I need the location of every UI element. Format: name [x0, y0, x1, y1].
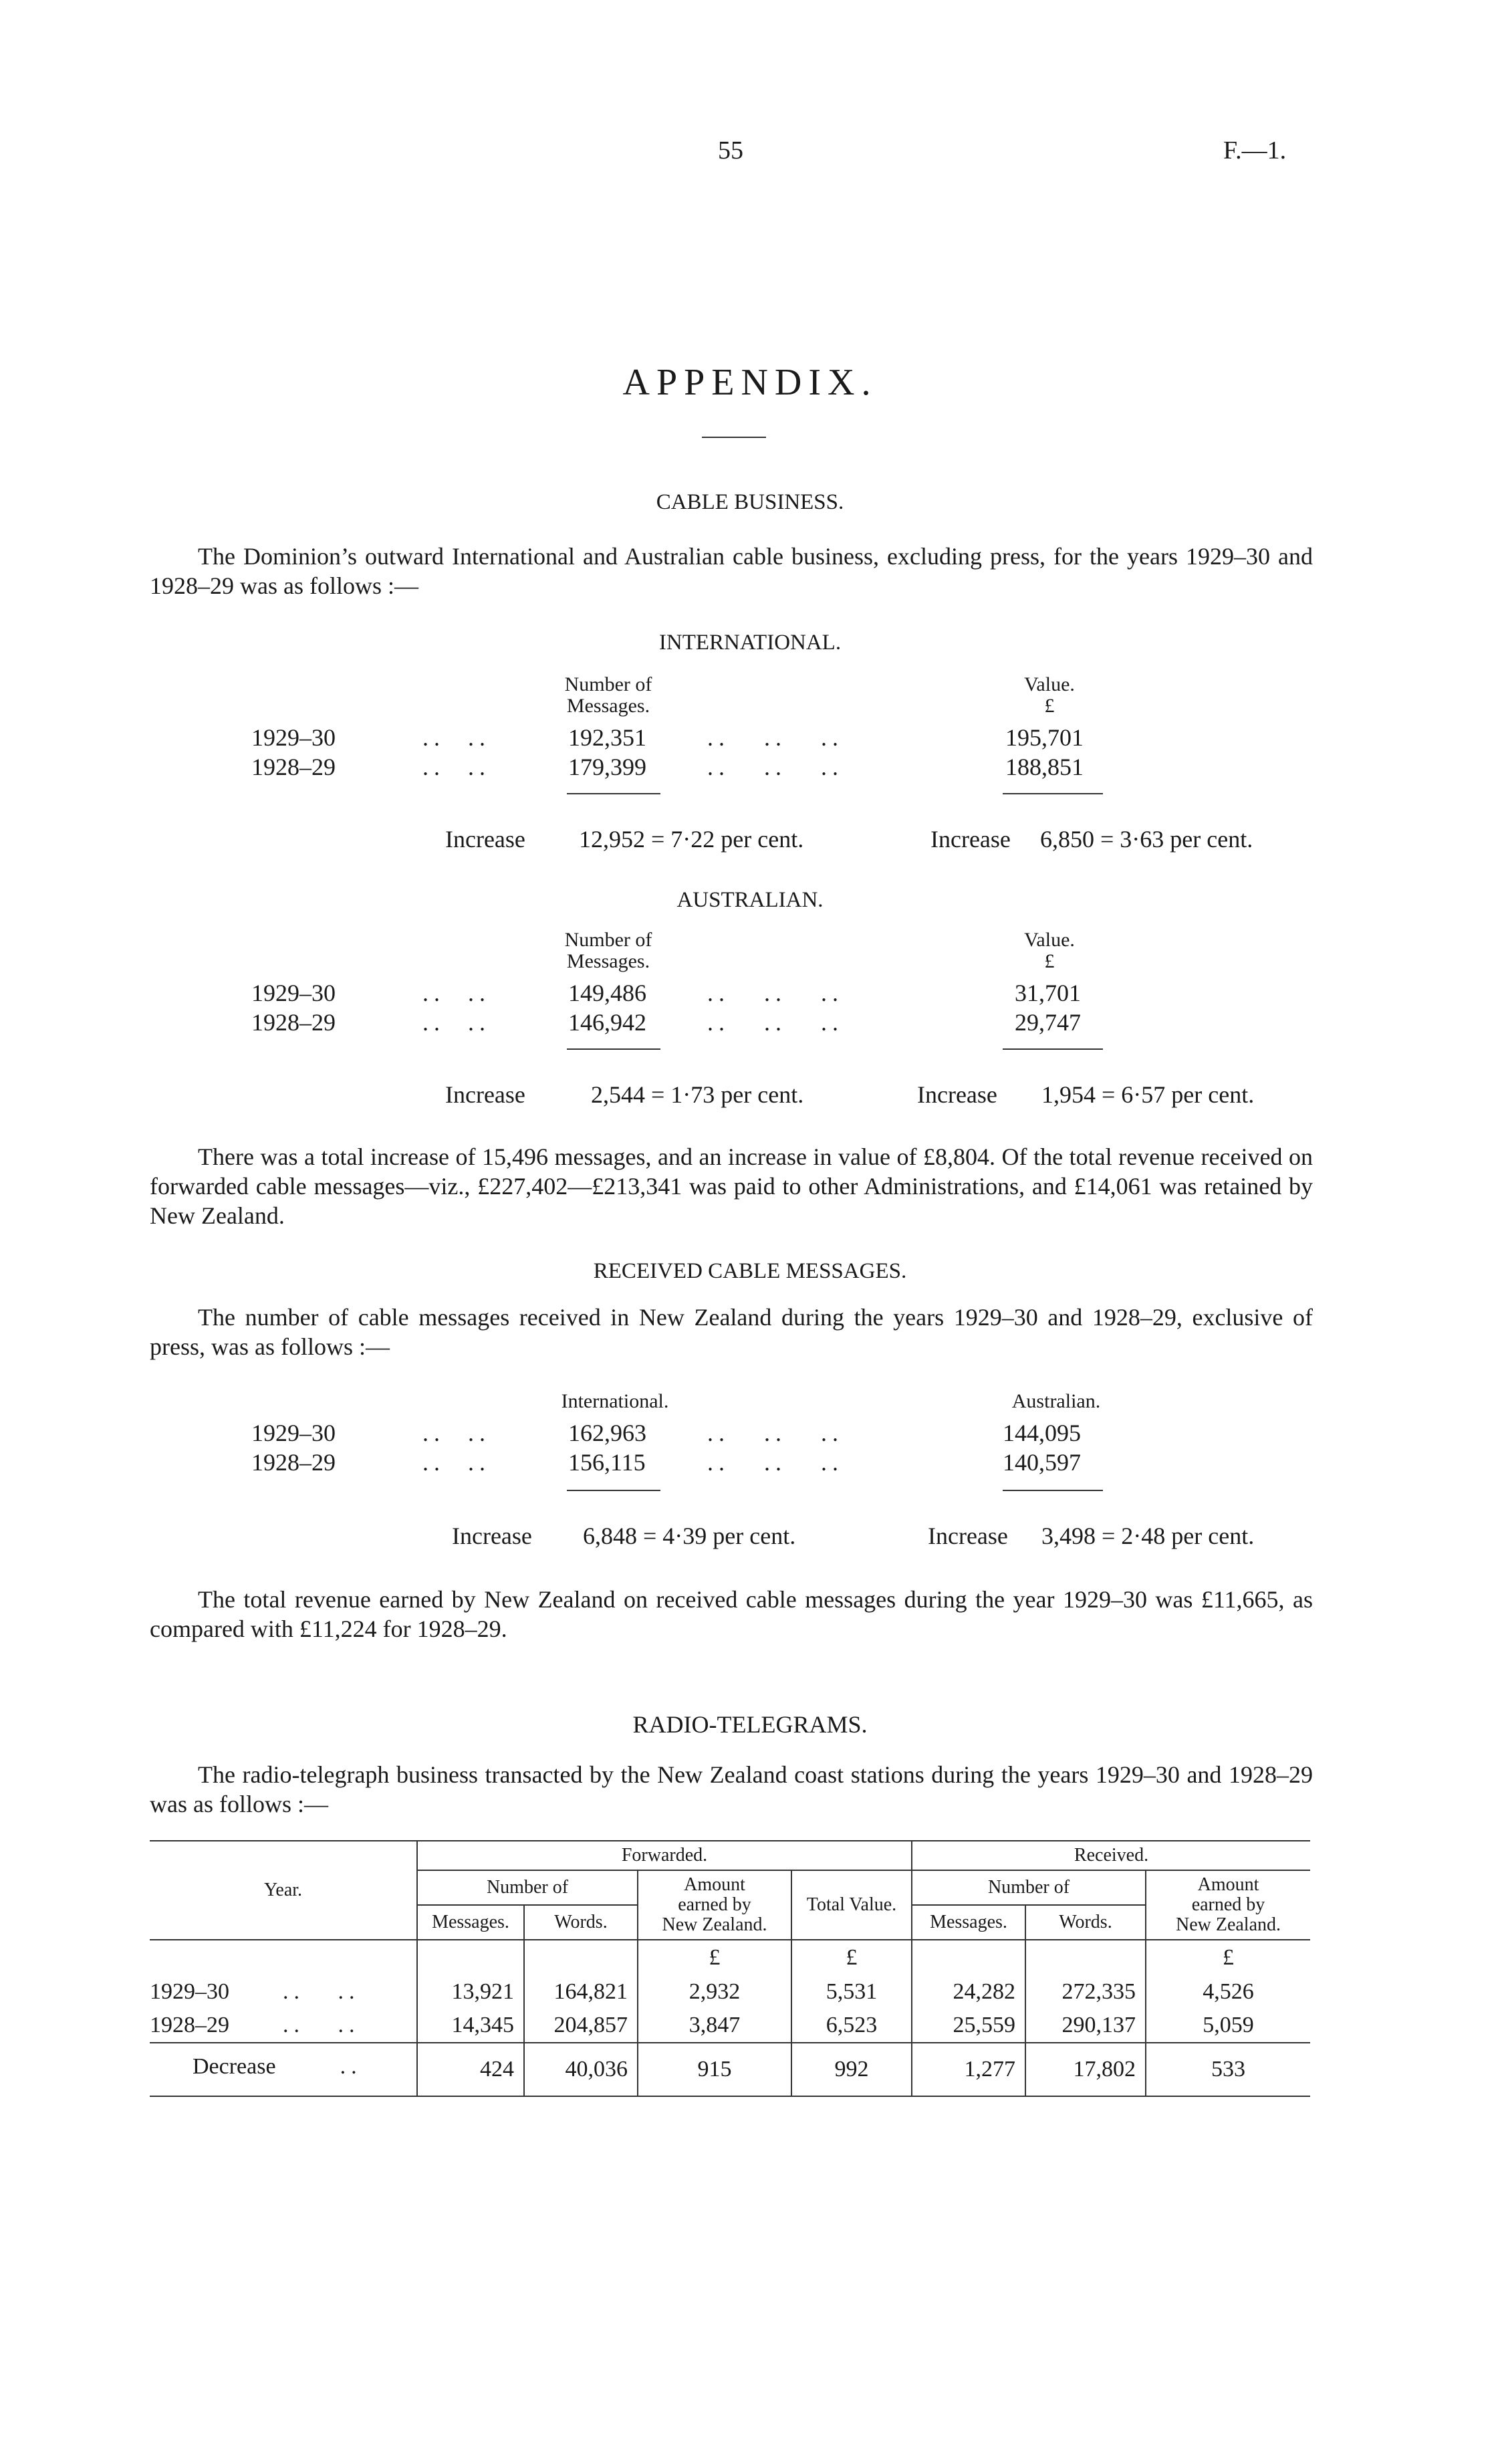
cell-forwarded-amount: 2,932: [638, 1975, 791, 2009]
received-australian-1: 144,095: [1003, 1420, 1081, 1446]
received-intro-paragraph: The number of cable messages received in New Zealand during the years 1929–30 and 1928–29, exclusive of press, was as follows :—: [150, 1304, 1313, 1360]
international-messages-1: 192,351: [568, 724, 646, 751]
leader-dots: .. .. ..: [707, 1009, 844, 1036]
appendix-title: APPENDIX.: [622, 362, 878, 403]
leader-dots: .. .. ..: [707, 1449, 844, 1476]
australian-value-1: 31,701: [1015, 980, 1081, 1006]
leader-dots: .. ..: [422, 1449, 491, 1476]
received-international-1: 162,963: [568, 1420, 646, 1446]
international-value-1: 195,701: [1005, 724, 1084, 751]
received-increase-label: Increase: [452, 1523, 532, 1549]
international-year-2: 1928–29: [251, 754, 336, 780]
radio-telegram-table: [150, 1840, 1310, 2097]
decrease-forwarded-amount: 915: [638, 2043, 791, 2096]
leader-dots: .. ..: [422, 980, 491, 1006]
page-number: 55: [718, 136, 743, 164]
decrease-received-amount: 533: [1146, 2043, 1310, 2096]
leader-dots: .. .. ..: [707, 754, 844, 780]
leader-dots: .. .. ..: [707, 980, 844, 1006]
received-international-2: 156,115: [568, 1449, 646, 1476]
australian-increase-value: 1,954 = 6·57 per cent.: [1041, 1081, 1255, 1108]
international-year-1: 1929–30: [251, 724, 336, 751]
received-year-1: 1929–30: [251, 1420, 336, 1446]
decrease-received-messages: 1,277: [912, 2043, 1025, 2096]
cell-forwarded-messages: 14,345: [417, 2009, 524, 2043]
received-group-header: Received.: [912, 1841, 1310, 1870]
received-increase-label-australian: Increase: [928, 1523, 1008, 1549]
international-increase-label: Increase: [445, 826, 525, 853]
cell-received-amount: 4,526: [1146, 1975, 1310, 2009]
cable-business-heading: CABLE BUSINESS.: [656, 490, 844, 514]
cell-received-words: 290,137: [1025, 2009, 1146, 2043]
cell-received-amount: 5,059: [1146, 2009, 1310, 2043]
pound-symbol: £: [791, 1940, 912, 1975]
decrease-label: Decrease ..: [193, 2054, 362, 2079]
international-value-header: Value. £: [1024, 673, 1075, 717]
table-header-row: [150, 1841, 1310, 1870]
cell-received-messages: 24,282: [912, 1975, 1025, 2009]
sum-rule: [567, 793, 660, 794]
received-words-header: Words.: [1025, 1905, 1146, 1940]
received-year-2: 1928–29: [251, 1449, 336, 1476]
sum-rule: [567, 1490, 660, 1491]
international-messages-2: 179,399: [568, 754, 646, 780]
row-year: 1929–30 .. ..: [150, 1979, 360, 2004]
decrease-forwarded-messages: 424: [417, 2043, 524, 2096]
forwarded-words-header: Words.: [524, 1905, 638, 1940]
cell-total-value: 6,523: [791, 2009, 912, 2043]
australian-increase-messages: 2,544 = 1·73 per cent.: [591, 1081, 804, 1108]
cable-intro-paragraph: The Dominion’s outward International and Australian cable business, excluding press, for the years 1929–30 and 1928–29 was as follows :—: [150, 543, 1313, 599]
international-increase-value: 6,850 = 3·63 per cent.: [1040, 826, 1253, 853]
received-revenue-paragraph: The total revenue earned by New Zealand on received cable messages during the year 1929–30 was £11,665, as compared with £11,224 for 1928–29.: [150, 1586, 1313, 1642]
cell-total-value: 5,531: [791, 1975, 912, 2009]
table-row: [150, 2009, 1310, 2043]
international-increase-label-value: Increase: [930, 826, 1011, 853]
title-divider: [702, 437, 766, 438]
received-increase-australian: 3,498 = 2·48 per cent.: [1041, 1523, 1255, 1549]
leader-dots: .. ..: [422, 754, 491, 780]
cell-received-messages: 25,559: [912, 2009, 1025, 2043]
sum-rule: [1003, 1048, 1103, 1050]
leader-dots: .. ..: [422, 1009, 491, 1036]
australian-year-2: 1928–29: [251, 1009, 336, 1036]
received-messages-header: Messages.: [912, 1905, 1025, 1940]
cable-summary-paragraph: There was a total increase of 15,496 messages, and an increase in value of £8,804. Of the total revenue received on forwarded cable messages—viz., £227,402—£213,341 was paid to other Administrations, and £14,061 was retained by New Zealand.: [150, 1143, 1313, 1229]
international-messages-header: Number of Messages.: [564, 673, 652, 717]
leader-dots: .. .. ..: [707, 1420, 844, 1446]
australian-increase-label: Increase: [445, 1081, 525, 1108]
document-reference: F.—1.: [1223, 136, 1287, 164]
cell-forwarded-amount: 3,847: [638, 2009, 791, 2043]
received-australian-2: 140,597: [1003, 1449, 1081, 1476]
leader-dots: .. ..: [422, 1420, 491, 1446]
radio-intro-paragraph: The radio-telegraph business transacted by the New Zealand coast stations during the years 1929–30 and 1928–29 was as follows :—: [150, 1761, 1313, 1817]
received-number-of-header: Number of: [912, 1870, 1146, 1905]
australian-increase-label-value: Increase: [917, 1081, 997, 1108]
received-heading: RECEIVED CABLE MESSAGES.: [593, 1259, 907, 1283]
leader-dots: .. ..: [422, 724, 491, 751]
sum-rule: [1003, 793, 1103, 794]
international-heading: INTERNATIONAL.: [658, 631, 842, 655]
received-amount-header: Amount earned by New Zealand.: [1146, 1870, 1310, 1940]
received-increase-international: 6,848 = 4·39 per cent.: [583, 1523, 796, 1549]
row-year: 1928–29 .. ..: [150, 2013, 360, 2037]
currency-row: [150, 1940, 1310, 1975]
australian-messages-2: 146,942: [568, 1009, 646, 1036]
total-value-header: Total Value.: [791, 1870, 912, 1940]
international-value-2: 188,851: [1005, 754, 1084, 780]
pound-symbol: £: [638, 1940, 791, 1975]
australian-messages-1: 149,486: [568, 980, 646, 1006]
received-international-header: International.: [561, 1390, 669, 1412]
australian-value-2: 29,747: [1015, 1009, 1081, 1036]
received-australian-header: Australian.: [1011, 1390, 1101, 1412]
forwarded-messages-header: Messages.: [417, 1905, 524, 1940]
australian-value-header: Value. £: [1024, 929, 1075, 972]
australian-year-1: 1929–30: [251, 980, 336, 1006]
australian-heading: AUSTRALIAN.: [676, 888, 824, 912]
cell-forwarded-words: 164,821: [524, 1975, 638, 2009]
decrease-row: [150, 2043, 1310, 2096]
sum-rule: [567, 1048, 660, 1050]
international-increase-messages: 12,952 = 7·22 per cent.: [579, 826, 804, 853]
decrease-forwarded-words: 40,036: [524, 2043, 638, 2096]
australian-messages-header: Number of Messages.: [564, 929, 652, 972]
decrease-received-words: 17,802: [1025, 2043, 1146, 2096]
cell-received-words: 272,335: [1025, 1975, 1146, 2009]
decrease-total-value: 992: [791, 2043, 912, 2096]
leader-dots: .. .. ..: [707, 724, 844, 751]
sum-rule: [1003, 1490, 1103, 1491]
forwarded-number-of-header: Number of: [417, 1870, 638, 1905]
year-column-header: Year.: [150, 1841, 417, 1940]
forwarded-group-header: Forwarded.: [417, 1841, 912, 1870]
forwarded-amount-header: Amount earned by New Zealand.: [638, 1870, 791, 1940]
cell-forwarded-messages: 13,921: [417, 1975, 524, 2009]
radio-heading: RADIO-TELEGRAMS.: [632, 1711, 868, 1738]
table-row: [150, 1975, 1310, 2009]
pound-symbol: £: [1146, 1940, 1310, 1975]
cell-forwarded-words: 204,857: [524, 2009, 638, 2043]
